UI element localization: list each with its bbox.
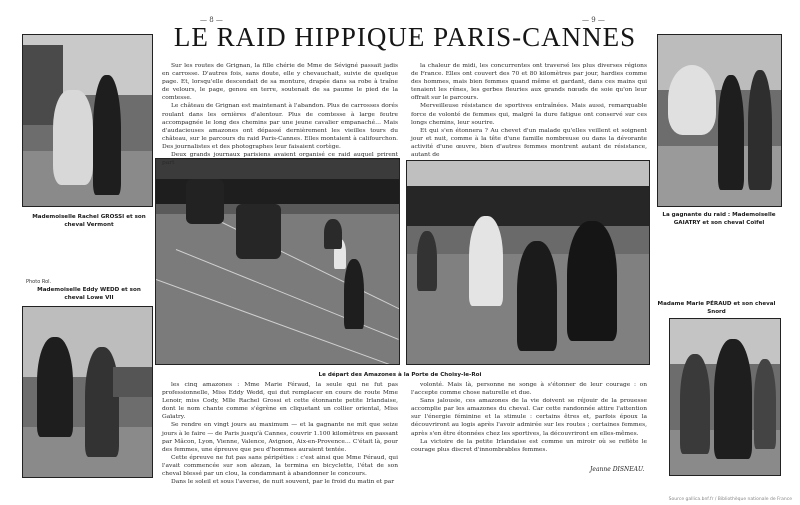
paragraph: Deux grands journaux parisiens avaient organisé ce raid auquel prirent part	[162, 152, 398, 167]
article-col2-top	[411, 62, 647, 159]
article-col1-top	[162, 62, 398, 167]
paragraph: Dans le soleil et sous l'averse, de nuit souvent, par le froid du matin et par	[171, 479, 395, 486]
article-col1-bottom	[162, 381, 398, 486]
caption-marie-feraud: Madame Marie PÉRAUD et son cheval Snord	[657, 301, 776, 315]
photo-credit: Photo Rol.	[26, 279, 52, 285]
paragraph: La victoire de la petite Irlandaise est comme un miroir où se reflète le courage plus discret d'innombrables femmes.	[411, 438, 647, 453]
photo-marie-feraud	[669, 318, 781, 476]
paragraph: Merveilleuse résistance de sportives entraînées. Mais aussi, remarquable force de volonté de femmes qui, malgré la dure fatigue ont conservé sur ces longs chemins, leur sourire.	[411, 103, 647, 126]
photo-depart-street	[155, 158, 400, 365]
source-footer: Source gallica.bnf.fr / Bibliothèque nationale de France	[668, 497, 792, 502]
caption-rachel-grossi: Mademoiselle Rachel GROSSI et son cheval Vermont	[32, 214, 146, 228]
article-signature: Jeanne DISNEAU.	[590, 466, 645, 473]
photo-depart-riders	[406, 160, 650, 365]
caption-eddy-wedd: Mademoiselle Eddy WEDD et son cheval Lowe VII	[37, 287, 141, 301]
caption-depart: Le départ des Amazones à la Porte de Choisy-le-Roi	[318, 372, 482, 378]
paragraph: Sur les routes de Grignan, la fille chérie de Mme de Sévigné passait jadis en carrosse. D'autres fois, sans doute, elle y chevauchait, suivie de quelque page. Et, lorsqu'elle descendait de sa monture, drapée dans sa robe à traîne de velours, le page, genou en terre, soutenait de sa paume le pied de la comtesse.	[162, 63, 398, 102]
paragraph: Se rendre en vingt jours au maximum — et la gagnante ne mit que seize jours à le faire — de Paris jusqu'à Cannes, couvrir 1.100 kilomètres en passant par Mâcon, Lyon, Vienne, Valence, Avignon, Aix-en-Provence… C'était là, pour des femmes, une épreuve que peu d'hommes auraient tentée.	[162, 422, 398, 453]
paragraph: volonté. Mais là, personne ne songe à s'étonner de leur courage : on l'accepte comme chose naturelle et due.	[411, 382, 647, 397]
paragraph: les cinq amazones : Mme Marie Féraud, la seule qui ne fut pas professionnelle, Miss Eddy Wedd, qui dut remplacer en cours de route Mme Lenoir, miss Cody, Mlle Rachel Grossi et cette étonnante petite Irlandaise, dont le nom chante comme s'égrène en cliquetant un collier oriental, Miss Gaïatry.	[162, 382, 398, 421]
paragraph: Sans jalousie, ces amazones de la vie doivent se réjouir de la prouesse accomplie par les amazones du cheval. Car cette randonnée attire l'attention sur l'énergie féminine et la stimule : certains êtres et, parfois époux la découvriront au logis après l'avoir admirée sur les routes ; certaines femmes, après s'en être étonnées chez les sportives, la découvriront en elles-mêmes.	[411, 398, 647, 437]
photo-rachel-grossi	[22, 34, 153, 207]
article-col2-bottom	[411, 381, 647, 454]
caption-gaiatry: La gagnante du raid : Mademoiselle GAIATRY et son cheval Coïfel	[662, 212, 776, 226]
paragraph: la chaleur de midi, les concurrentes ont traversé les plus diverses régions de France. Elles ont couvert des 70 et 80 kilomètres par jour, hardies comme des hommes, mais bien femmes quand même et gardant, dans ces mains qui tenaient les rênes, les gerbes fleuries aux grands nœuds de soie qu'on leur offrait sur le parcours.	[411, 63, 647, 102]
page-title: LE RAID HIPPIQUE PARIS-CANNES	[173, 22, 637, 52]
page-number-left: — 8 —	[200, 16, 223, 24]
photo-eddy-wedd	[22, 306, 153, 478]
paragraph: Cette épreuve ne fut pas sans péripéties : c'est ainsi que Mme Féraud, qui l'avait commencée sur son alezan, la termina en bicyclette, l'état de son cheval blessé par un clou, la condamnant à abandonner le concours.	[162, 454, 398, 478]
photo-gaiatry	[657, 34, 782, 207]
paragraph: Et qui s'en étonnera ? Au chevet d'un malade qu'elles veillent et soignent jour et nuit, comme à la tête d'une famille nombreuse ou dans la dévorante activité d'une œuvre, bien d'autres femmes montrent autant de résistance, autant de	[411, 127, 647, 159]
page-number-right: — 9 —	[582, 16, 605, 24]
paragraph: Le château de Grignan est maintenant à l'abandon. Plus de carrosses dorés roulant dans les ornières d'alentour. Plus de comtesse à large feutre accompagnée le long des chemins par une jeune cavalier empanaché… Mais d'audacieuses amazones ont dépassé dernièrement les vieilles tours du château, sur le parcours du raid Paris-Cannes. Elles montaient à califourchon. Des journalistes et des photographes leur faisaient cortège.	[162, 103, 398, 150]
